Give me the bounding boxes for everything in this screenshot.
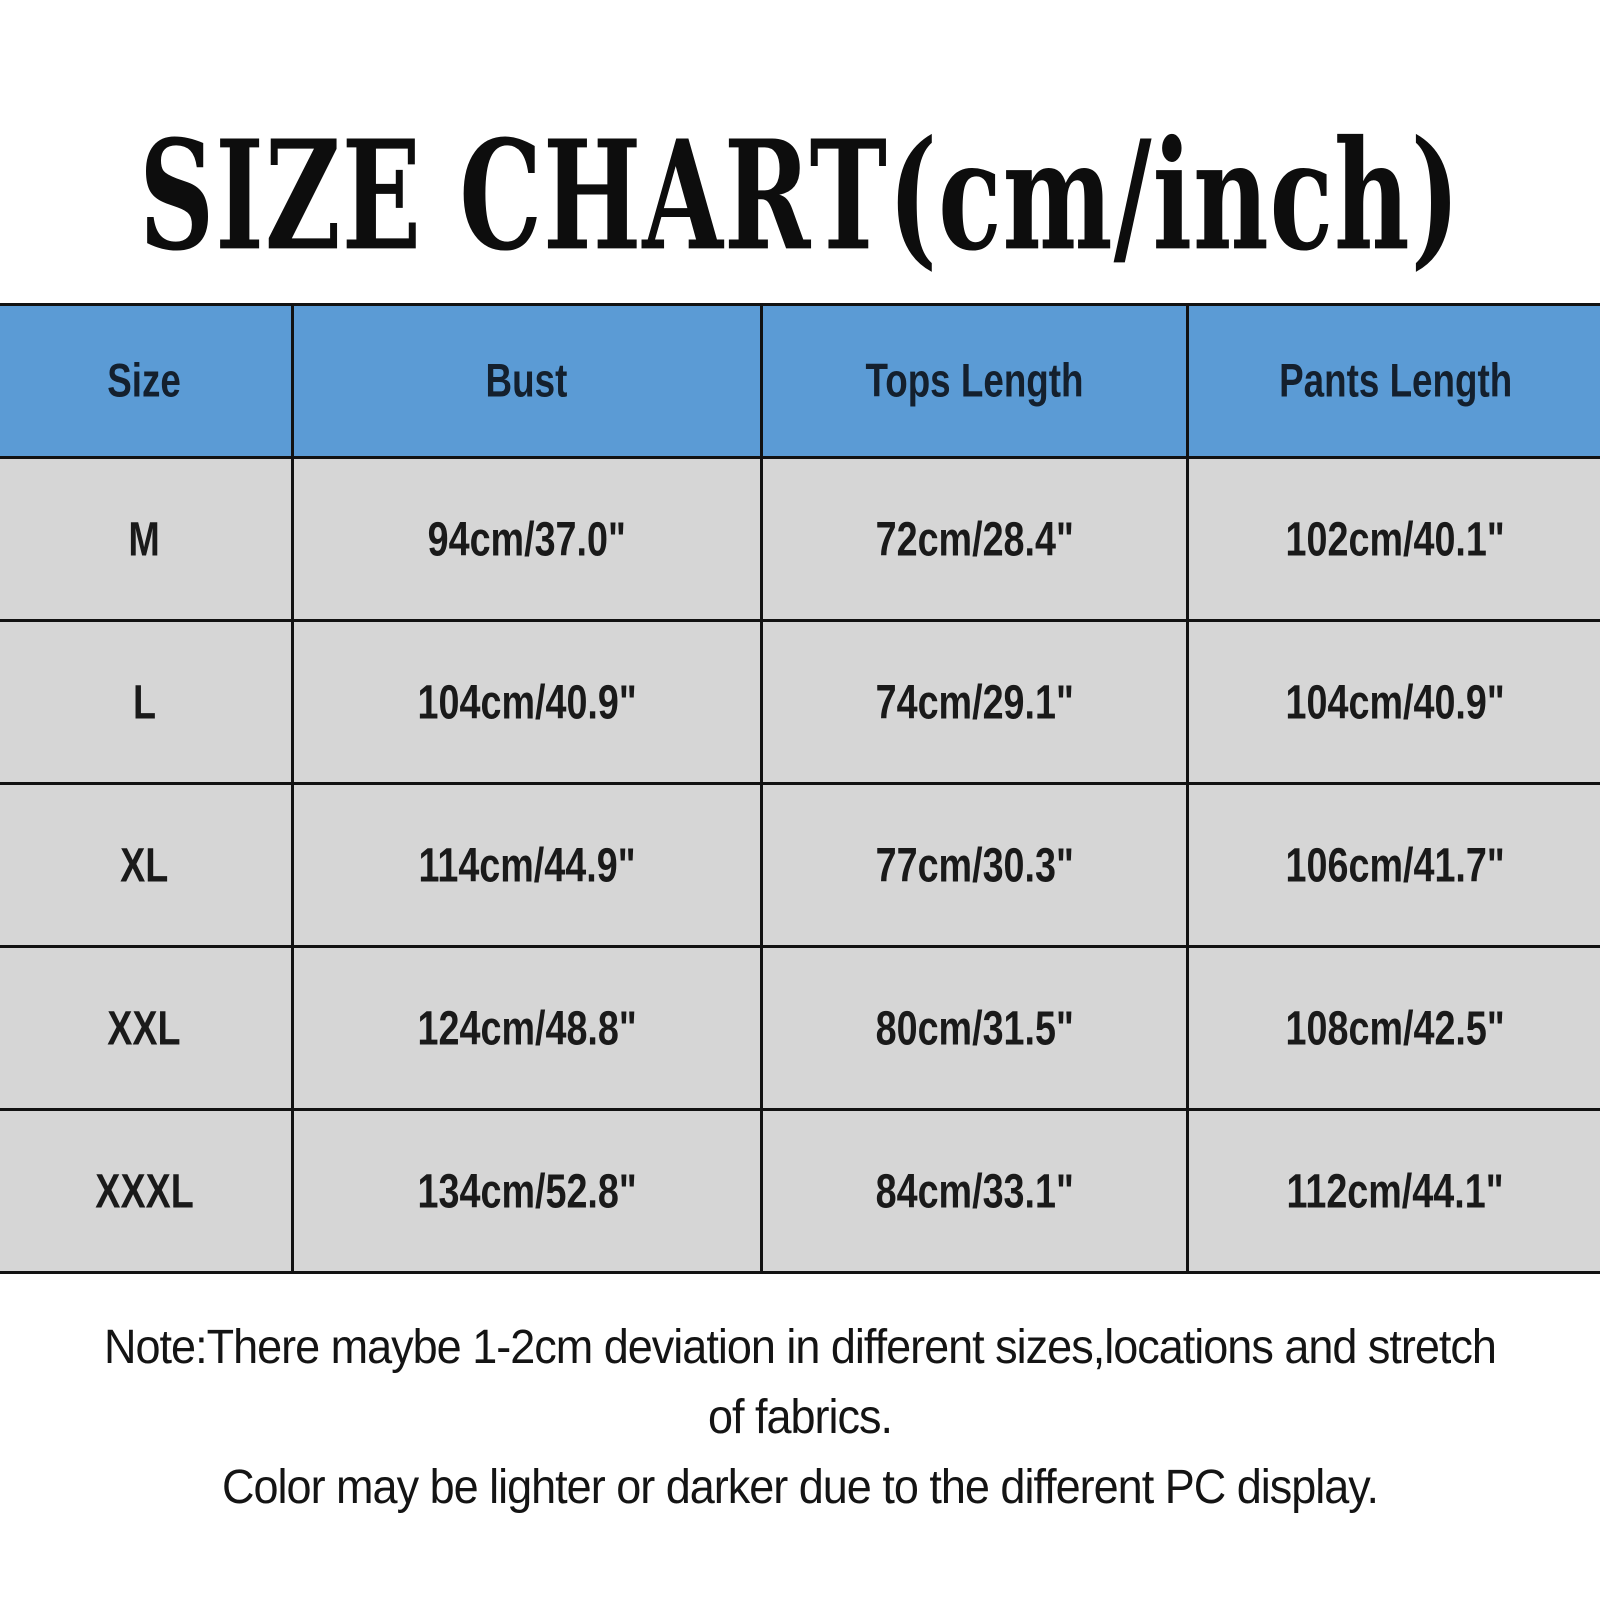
size-cell bbox=[0, 784, 292, 947]
col-header-bust bbox=[292, 305, 761, 458]
cell-value: 94cm/37.0" bbox=[427, 511, 626, 566]
cell-value: 114cm/44.9" bbox=[418, 837, 636, 892]
size-cell bbox=[0, 621, 292, 784]
cell-value: 80cm/31.5" bbox=[875, 1000, 1074, 1055]
note-line-deviation: Note:There maybe 1-2cm deviation in different sizes,locations and stretch bbox=[104, 1318, 1496, 1375]
cell-value: 104cm/40.9" bbox=[1285, 674, 1505, 729]
pants-length-cell bbox=[1187, 784, 1600, 947]
size-cell bbox=[0, 947, 292, 1110]
tops-length-cell bbox=[761, 1110, 1187, 1273]
col-header-pants-length bbox=[1187, 305, 1600, 458]
cell-value: 77cm/30.3" bbox=[875, 837, 1074, 892]
cell-value: 84cm/33.1" bbox=[875, 1163, 1074, 1218]
bust-cell bbox=[292, 947, 761, 1110]
cell-value: XXL bbox=[107, 1000, 182, 1055]
cell-value: 134cm/52.8" bbox=[417, 1163, 637, 1218]
size-chart-table bbox=[0, 303, 1600, 1274]
note-line-color-display: Color may be lighter or darker due to the different PC display. bbox=[222, 1458, 1378, 1514]
cell-value: L bbox=[132, 674, 156, 729]
cell-value: 74cm/29.1" bbox=[875, 674, 1074, 729]
table-header-row bbox=[0, 305, 1600, 458]
table-row bbox=[0, 784, 1600, 947]
notes-block bbox=[0, 1312, 1600, 1521]
pants-length-cell bbox=[1187, 1110, 1600, 1273]
pants-length-cell bbox=[1187, 458, 1600, 621]
bust-cell bbox=[292, 458, 761, 621]
table-row bbox=[0, 1110, 1600, 1273]
cell-value: 112cm/44.1" bbox=[1286, 1163, 1504, 1218]
col-header-label: Tops Length bbox=[865, 354, 1084, 407]
cell-value: 106cm/41.7" bbox=[1285, 837, 1505, 892]
table-row bbox=[0, 947, 1600, 1110]
tops-length-cell bbox=[761, 947, 1187, 1110]
cell-value: 108cm/42.5" bbox=[1285, 1000, 1505, 1055]
col-header-label: Pants Length bbox=[1278, 354, 1512, 407]
col-header-tops-length bbox=[761, 305, 1187, 458]
bust-cell bbox=[292, 1110, 761, 1273]
size-cell bbox=[0, 458, 292, 621]
bust-cell bbox=[292, 621, 761, 784]
tops-length-cell bbox=[761, 621, 1187, 784]
tops-length-cell bbox=[761, 458, 1187, 621]
cell-value: M bbox=[128, 511, 161, 566]
cell-value: 124cm/48.8" bbox=[417, 1000, 637, 1055]
table-row bbox=[0, 458, 1600, 621]
bust-cell bbox=[292, 784, 761, 947]
tops-length-cell bbox=[761, 784, 1187, 947]
col-header-label: Bust bbox=[485, 354, 568, 407]
size-cell bbox=[0, 1110, 292, 1273]
col-header-size bbox=[0, 305, 292, 458]
col-header-label: Size bbox=[107, 354, 182, 407]
pants-length-cell bbox=[1187, 947, 1600, 1110]
cell-value: 72cm/28.4" bbox=[875, 511, 1074, 566]
cell-value: XXXL bbox=[95, 1163, 194, 1218]
cell-value: 104cm/40.9" bbox=[417, 674, 637, 729]
size-chart-title-wrap bbox=[0, 0, 1600, 303]
pants-length-cell bbox=[1187, 621, 1600, 784]
cell-value: XL bbox=[120, 837, 169, 892]
note-line-fabrics: of fabrics. bbox=[707, 1388, 893, 1444]
table-row bbox=[0, 621, 1600, 784]
page-title: SIZE CHART(cm/inch) bbox=[139, 106, 1461, 285]
cell-value: 102cm/40.1" bbox=[1285, 511, 1505, 566]
